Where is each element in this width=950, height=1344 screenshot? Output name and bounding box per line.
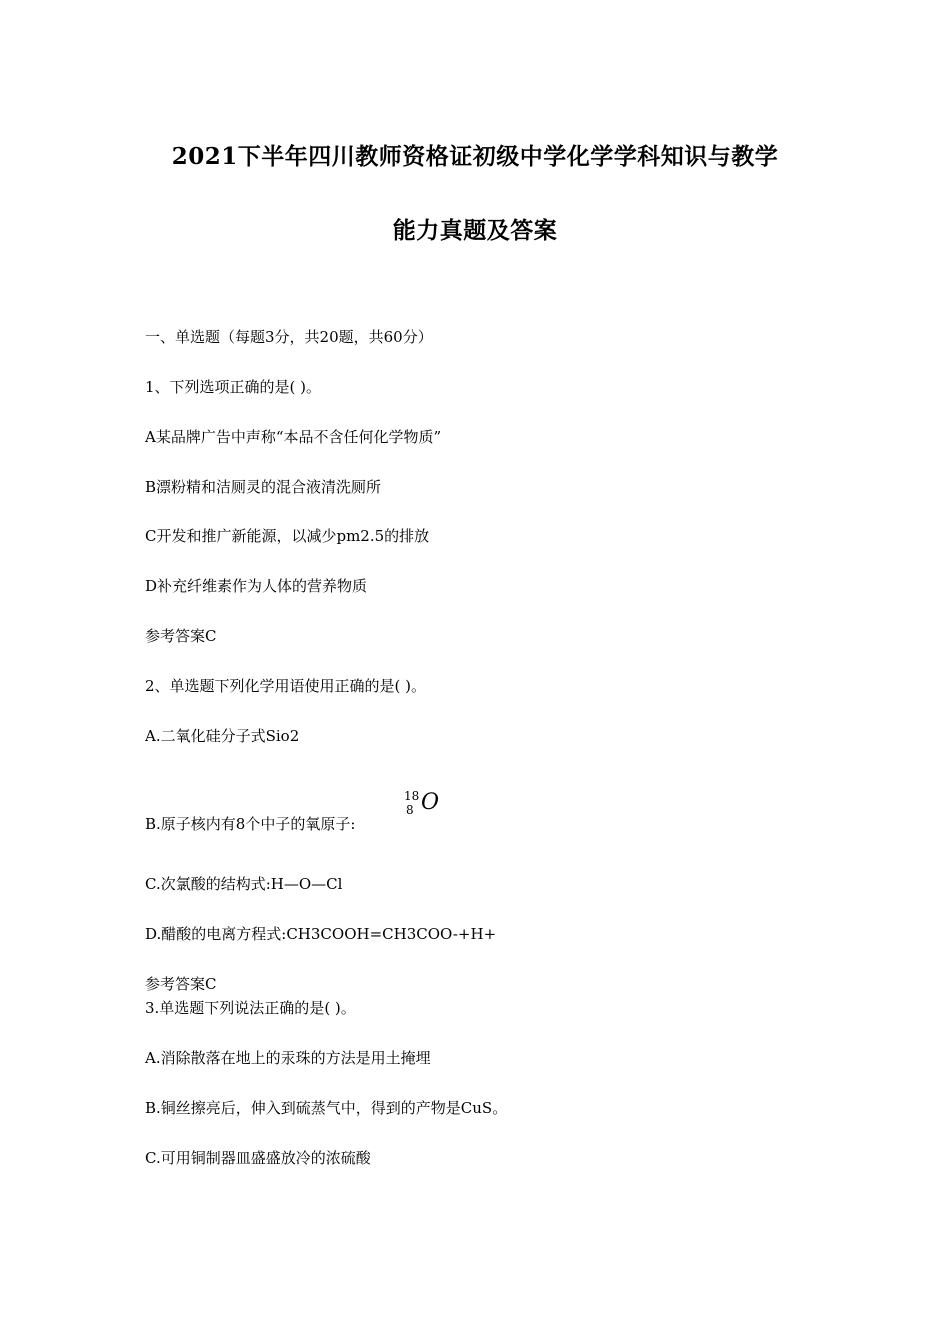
section-heading: 一、单选题（每题3分，共20题，共60分） <box>145 328 433 346</box>
document-title-line-1: 2021下半年四川教师资格证初级中学化学学科知识与教学 <box>171 143 779 170</box>
oxygen-isotope-formula <box>404 790 444 824</box>
question-3-option-b: B.铜丝擦亮后，伸入到硫蒸气中，得到的产物是CuS。 <box>145 1099 508 1117</box>
document-title-line-2: 能力真题及答案 <box>392 217 558 244</box>
question-1-option-d: D补充纤维素作为人体的营养物质 <box>145 577 368 595</box>
isotope-atomic-number: 8 <box>406 803 414 817</box>
question-1-option-a: A某品牌广告中声称“本品不含任何化学物质” <box>145 428 442 446</box>
question-1-stem: 1、下列选项正确的是( )。 <box>145 378 322 396</box>
question-2-option-a: A.二氧化硅分子式Sio2 <box>145 727 300 745</box>
question-1-option-c: C开发和推广新能源，以减少pm2.5的排放 <box>145 527 430 545</box>
question-3-stem: 3.单选题下列说法正确的是( )。 <box>145 999 356 1017</box>
isotope-element-symbol: O <box>421 790 440 815</box>
question-2-option-b: B.原子核内有8个中子的氧原子: <box>145 815 356 833</box>
question-2-option-c: C.次氯酸的结构式:H—O—Cl <box>145 875 343 893</box>
question-1-answer: 参考答案C <box>145 627 217 645</box>
question-1-option-b: B漂粉精和洁厕灵的混合液清洗厕所 <box>145 478 382 496</box>
question-2-option-d: D.醋酸的电离方程式:CH3COOH=CH3COO-+H+ <box>145 925 497 943</box>
isotope-mass-number: 18 <box>404 789 420 803</box>
question-3-option-a: A.消除散落在地上的汞珠的方法是用土掩埋 <box>145 1049 431 1067</box>
question-2-answer: 参考答案C <box>145 975 217 993</box>
question-2-stem: 2、单选题下列化学用语使用正确的是( )。 <box>145 677 427 695</box>
question-3-option-c: C.可用铜制器皿盛盛放冷的浓硫酸 <box>145 1149 371 1167</box>
